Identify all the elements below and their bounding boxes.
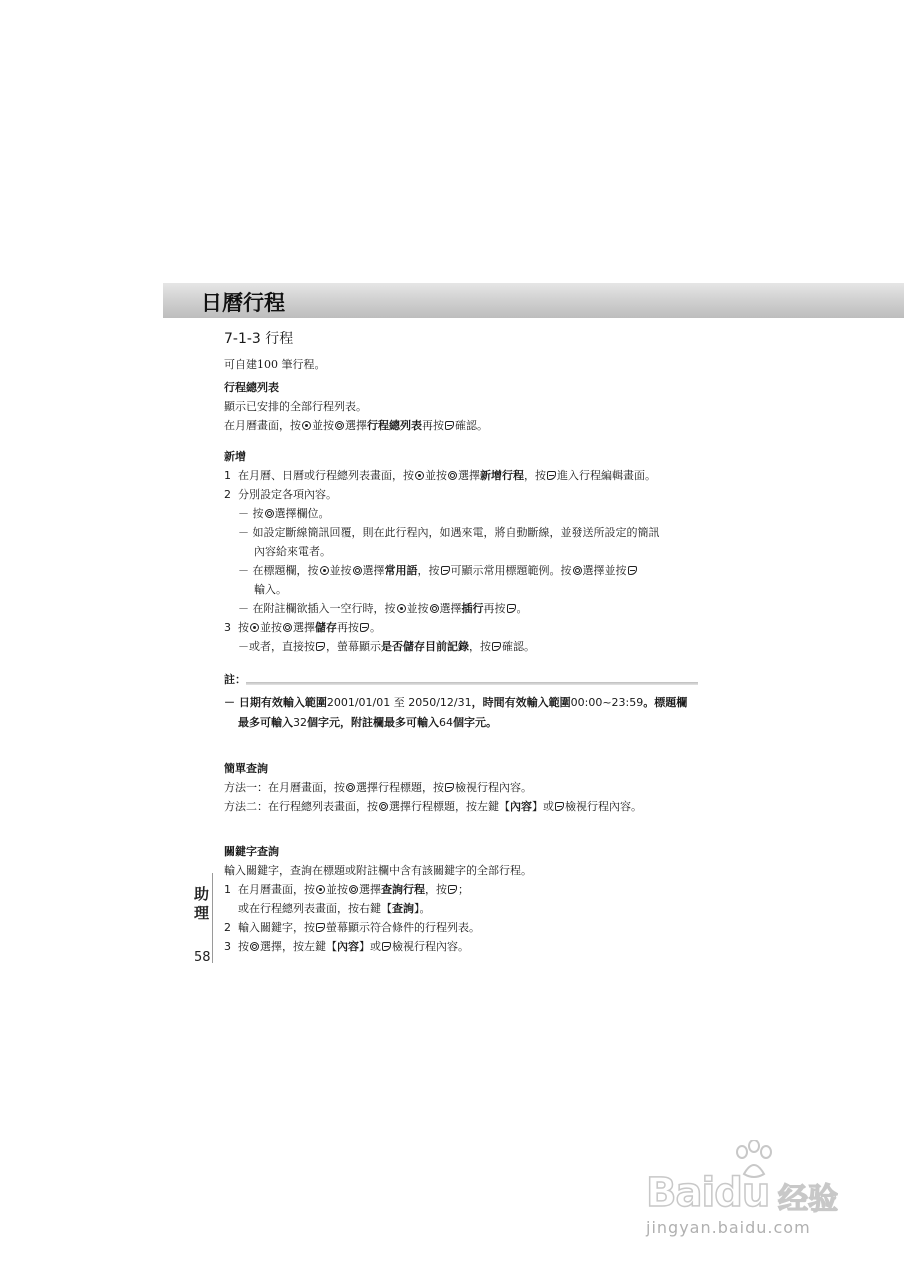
note-divider [246, 682, 698, 685]
add-step-2: 2 分別設定各項內容。 [224, 488, 337, 501]
schedule-list-line2: 在月曆畫面，按 並按 選擇行程總列表再按 確認。 [224, 419, 488, 432]
add-step-2-detail-4: － 在附註欄欲插入一空行時，按 並按 選擇插行再按 。 [238, 602, 528, 615]
nav-scroll-key-icon [573, 566, 582, 575]
keyword-step-1: 1 在月曆畫面，按 並按 選擇查詢行程，按 ； [224, 883, 469, 896]
nav-center-key-icon [415, 471, 424, 480]
nav-center-key-icon [397, 604, 406, 613]
note-text: － 日期有效輸入範圍2001/01/01 至 2050/12/31，時間有效輸入範圍00:00~23:59。標題欄最多可輸入32個字元，附註欄最多可輸入64個字元。 [224, 696, 688, 729]
ok-key-icon [441, 566, 450, 575]
add-step-2-detail-2-cont: 內容給來電者。 [254, 545, 331, 558]
nav-scroll-key-icon [265, 509, 274, 518]
add-step-3-alt: －或者，直接按 ，螢幕顯示是否儲存目前記錄，按 確認。 [238, 640, 535, 653]
nav-center-key-icon [250, 623, 259, 632]
add-step-2-detail-1: － 按 選擇欄位。 [238, 507, 330, 520]
simple-search-heading: 簡單查詢 [224, 762, 268, 775]
ok-key-icon [448, 885, 457, 894]
watermark-brand: Baidu [646, 1170, 770, 1216]
add-step-1: 1 在月曆、日曆或行程總列表畫面，按 並按 選擇新增行程，按 進入行程編輯畫面。 [224, 469, 656, 482]
nav-scroll-key-icon [353, 566, 362, 575]
ok-key-icon [492, 642, 501, 651]
ok-key-icon [445, 783, 454, 792]
nav-scroll-key-icon [379, 802, 388, 811]
watermark-url: jingyan.baidu.com [646, 1218, 811, 1237]
add-step-2-detail-3: － 在標題欄，按 並按 選擇常用語，按 可顯示常用標題範例。按 選擇並按 [224, 561, 694, 580]
keyword-step-1-alt: 或在行程總列表畫面，按右鍵【查詢】。 [238, 902, 431, 915]
chapter-title: 日曆行程 [201, 291, 285, 315]
keyword-search-heading: 關鍵字查詢 [224, 845, 279, 858]
ok-key-icon [360, 623, 369, 632]
simple-search-method-2: 方法二：在行程總列表畫面，按 選擇行程標題，按左鍵【內容】或 檢視行程內容。 [224, 800, 642, 813]
schedule-list-line1: 顯示已安排的全部行程列表。 [224, 400, 367, 413]
nav-scroll-key-icon [283, 623, 292, 632]
keyword-step-2: 2 輸入關鍵字，按 螢幕顯示符合條件的行程列表。 [224, 921, 480, 934]
schedule-list-heading: 行程總列表 [224, 381, 279, 394]
ok-key-icon [316, 642, 325, 651]
section-title: 7-1-3 行程 [224, 331, 294, 347]
ok-key-icon [555, 802, 564, 811]
nav-scroll-key-icon [346, 783, 355, 792]
ok-key-icon [316, 923, 325, 932]
keyword-search-intro: 輸入關鍵字，查詢在標題或附註欄中含有該關鍵字的全部行程。 [224, 864, 532, 877]
watermark-brand-cn: 经验 [778, 1182, 838, 1217]
page-number: 58 [194, 950, 211, 965]
baidu-watermark [640, 1140, 850, 1240]
chapter-header-bar [163, 283, 904, 318]
add-step-2-detail-2: － 如設定斷線簡訊回覆，則在此行程內，如遇來電，將自動斷線，並發送所設定的簡訊 [238, 526, 660, 539]
nav-center-key-icon [302, 421, 311, 430]
nav-center-key-icon [316, 885, 325, 894]
keyword-step-3: 3 按 選擇，按左鍵【內容】或 檢視行程內容。 [224, 940, 469, 953]
page-content [224, 330, 694, 956]
nav-scroll-key-icon [349, 885, 358, 894]
nav-scroll-key-icon [250, 942, 259, 951]
ok-key-icon [445, 421, 454, 430]
ok-key-icon [507, 604, 516, 613]
ok-key-icon [382, 942, 391, 951]
nav-scroll-key-icon [430, 604, 439, 613]
nav-center-key-icon [320, 566, 329, 575]
note-heading: 註： [224, 670, 694, 689]
ok-key-icon [628, 566, 637, 575]
side-divider [212, 873, 213, 963]
simple-search-method-1: 方法一：在月曆畫面，按 選擇行程標題，按 檢視行程內容。 [224, 781, 532, 794]
add-step-2-detail-3-cont: 輸入。 [254, 583, 287, 596]
nav-scroll-key-icon [448, 471, 457, 480]
nav-scroll-key-icon [335, 421, 344, 430]
section-intro: 可自建100 筆行程。 [224, 358, 326, 371]
ok-key-icon [547, 471, 556, 480]
add-step-3: 3 按 並按 選擇儲存再按 。 [224, 621, 381, 634]
side-chapter-label: 助 理 [194, 885, 210, 922]
add-new-heading: 新增 [224, 450, 246, 463]
